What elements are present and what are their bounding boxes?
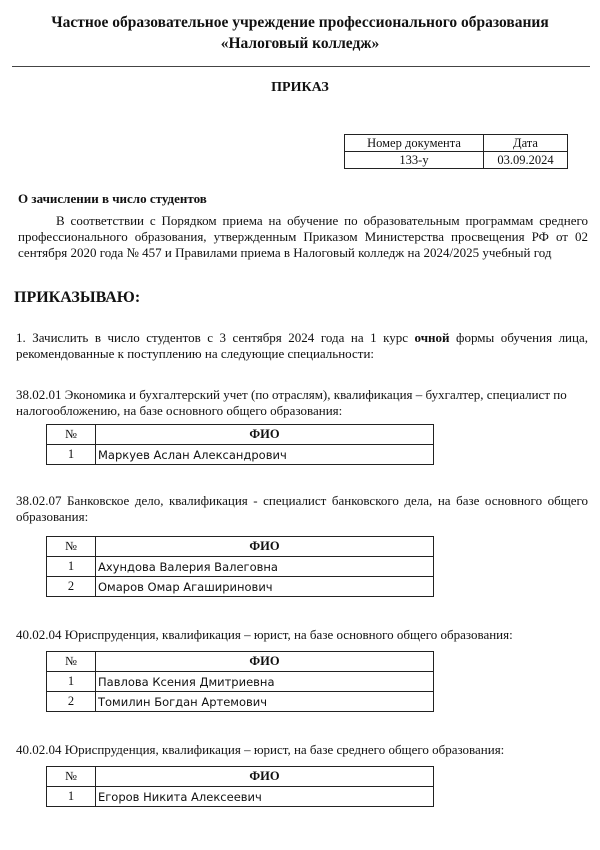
student-num: 1 xyxy=(47,787,96,807)
org-name-line2: «Налоговый колледж» xyxy=(220,35,380,52)
student-num: 2 xyxy=(47,577,96,597)
students-table xyxy=(46,424,434,465)
student-name: Егоров Никита Алексеевич xyxy=(96,787,434,807)
table-row xyxy=(47,672,434,692)
order-subject: О зачислении в число студентов xyxy=(18,191,207,206)
col-header-num: № xyxy=(47,767,96,787)
doc-number-value: 133-у xyxy=(345,152,484,169)
item-1-text-bold: очной xyxy=(414,330,450,345)
student-name: Ахундова Валерия Валеговна xyxy=(96,557,434,577)
order-word: ПРИКАЗЫВАЮ: xyxy=(14,289,141,306)
col-header-fio: ФИО xyxy=(96,537,434,557)
doc-date-header: Дата xyxy=(484,135,568,152)
col-header-num: № xyxy=(47,537,96,557)
students-table xyxy=(46,651,434,712)
table-row xyxy=(47,787,434,807)
specialty-heading: 38.02.01 Экономика и бухгалтерский учет (по отраслям), квалификация – бухгалтер, специалист по налогообложению, на базе основного общего образования: xyxy=(16,387,567,418)
document-info-table xyxy=(344,134,568,169)
header-divider xyxy=(12,66,590,67)
table-row xyxy=(47,692,434,712)
item-1-text-after: формы обучения лица, рекомендованные к поступлению на следующие специальности: xyxy=(16,330,588,361)
specialty-heading: 40.02.04 Юриспруденция, квалификация – юрист, на базе среднего общего образования: xyxy=(16,742,505,757)
col-header-fio: ФИО xyxy=(96,767,434,787)
table-row xyxy=(47,557,434,577)
document-title: ПРИКАЗ xyxy=(271,80,329,95)
specialty-heading: 38.02.07 Банковское дело, квалификация - специалист банковского дела, на базе основного общего образования: xyxy=(16,493,588,524)
student-num: 2 xyxy=(47,692,96,712)
item-1-paragraph xyxy=(16,330,588,362)
specialty-heading: 40.02.04 Юриспруденция, квалификация – юрист, на базе основного общего образования: xyxy=(16,627,513,642)
table-row xyxy=(47,577,434,597)
student-num: 1 xyxy=(47,445,96,465)
doc-date-value: 03.09.2024 xyxy=(484,152,568,169)
col-header-fio: ФИО xyxy=(96,425,434,445)
student-name: Маркуев Аслан Александрович xyxy=(96,445,434,465)
students-table xyxy=(46,766,434,807)
org-name-line1: Частное образовательное учреждение профессионального образования xyxy=(51,14,549,31)
student-name: Томилин Богдан Артемович xyxy=(96,692,434,712)
table-row xyxy=(47,445,434,465)
student-name: Павлова Ксения Дмитриевна xyxy=(96,672,434,692)
student-num: 1 xyxy=(47,672,96,692)
preamble-paragraph xyxy=(18,213,588,261)
preamble-text: В соответствии с Порядком приема на обучение по образовательным программам среднего профессионального образования, утвержденным Приказом Министерства просвещения РФ от 02 сентября 2020 года № 457 и Правилами приема в Налоговый колледж на 2024/2025 учебный год xyxy=(18,213,588,260)
item-1-text-before: 1. Зачислить в число студентов с 3 сентября 2024 года на 1 курс xyxy=(16,330,415,345)
doc-number-header: Номер документа xyxy=(345,135,484,152)
student-name: Омаров Омар Агаширинович xyxy=(96,577,434,597)
students-table xyxy=(46,536,434,597)
col-header-num: № xyxy=(47,652,96,672)
student-num: 1 xyxy=(47,557,96,577)
col-header-num: № xyxy=(47,425,96,445)
col-header-fio: ФИО xyxy=(96,652,434,672)
